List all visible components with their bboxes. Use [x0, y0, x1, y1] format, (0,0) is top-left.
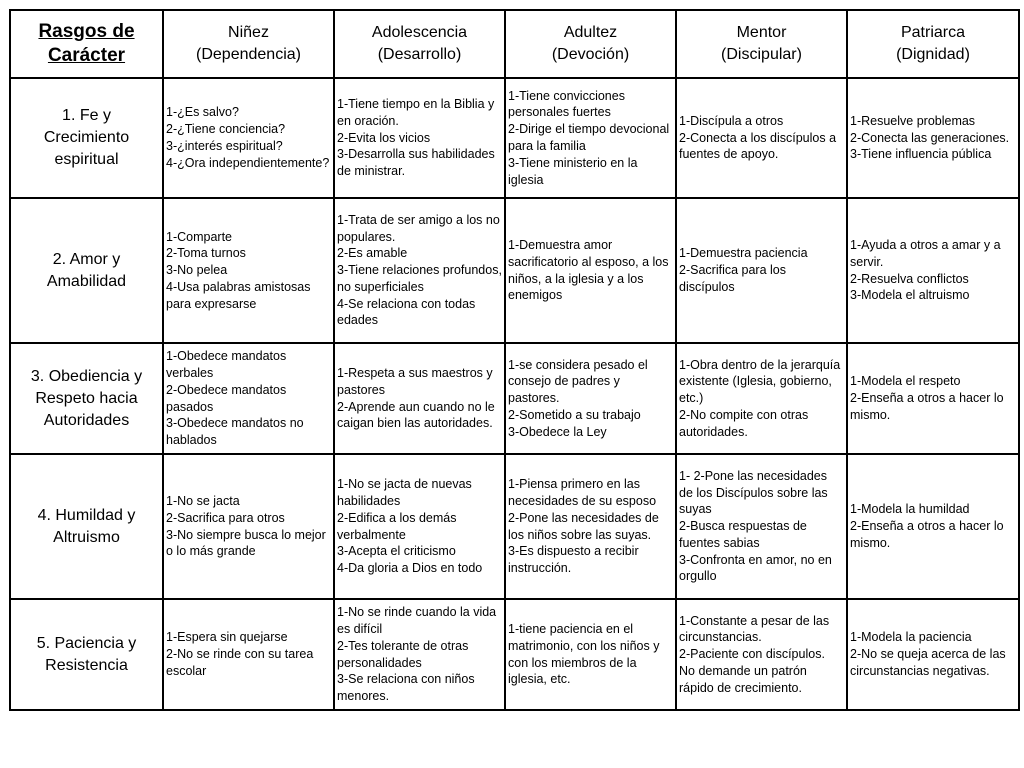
- cell-item: 1-No se rinde cuando la vida es difícil: [337, 605, 497, 636]
- cell-item: 2-Obedece mandatos pasados: [166, 382, 287, 414]
- column-header-ninez: [163, 10, 334, 78]
- column-header-title: Adolescencia: [371, 24, 468, 41]
- column-header-subtitle: (Devoción): [551, 46, 630, 63]
- cell-item: 1-No se jacta: [166, 493, 240, 508]
- cell-item: 3-Se relaciona con niños menores.: [337, 672, 475, 704]
- cell-item: 2-Enseña a otros a hacer lo mismo.: [850, 391, 1004, 422]
- cell-item: 3-Confronta en amor, no en orgullo: [679, 552, 832, 584]
- cell-item: 3-Desarrolla sus habilidades de ministrar.: [337, 147, 495, 179]
- cell-item: 1-Constante a pesar de las circunstancias.: [679, 613, 830, 645]
- table-cell: [676, 454, 847, 599]
- trait-row-humildad: [10, 454, 1019, 599]
- cell-item: 2-Conecta a los discípulos a fuentes de apoyo.: [679, 130, 837, 162]
- cell-item: 2-Sometido a su trabajo: [508, 407, 641, 422]
- row-header-line: Altruismo: [53, 528, 120, 546]
- cell-item: 2-Sacrifica para otros: [166, 510, 285, 525]
- cell-item: 3-Tiene influencia pública: [850, 147, 992, 162]
- cell-item: 2-Paciente con discípulos. No demande un patrón rápido de crecimiento.: [679, 647, 825, 695]
- column-header-subtitle: (Desarrollo): [377, 46, 462, 63]
- table-cell: [505, 78, 676, 198]
- row-header-line: 4. Humildad y: [37, 506, 136, 524]
- corner-header-line: Rasgos de: [38, 21, 135, 42]
- cell-item: 1-Comparte: [166, 229, 232, 244]
- cell-item: 3-Es dispuesto a recibir instrucción.: [508, 544, 639, 576]
- row-header: [10, 343, 163, 454]
- cell-item: 2-Toma turnos: [166, 246, 246, 261]
- cell-item: 4-Se relaciona con todas edades: [337, 296, 476, 328]
- trait-row-fe: [10, 78, 1019, 198]
- trait-row-amor: [10, 198, 1019, 343]
- trait-row-paciencia: [10, 599, 1019, 710]
- table-cell: [847, 78, 1019, 198]
- cell-item: 1-Obedece mandatos verbales: [166, 349, 287, 380]
- cell-item: 3-Acepta el criticismo: [337, 544, 456, 559]
- cell-item: 1-tiene paciencia en el matrimonio, con los niños y con los miembros de la iglesia, etc.: [508, 621, 660, 687]
- row-header-line: Amabilidad: [46, 272, 127, 290]
- cell-item: 1-Espera sin quejarse: [166, 630, 288, 645]
- table-cell: [334, 343, 505, 454]
- table-cell: [505, 599, 676, 710]
- cell-item: 1-Modela la paciencia: [850, 630, 972, 645]
- cell-item: 2-Aprende aun cuando no le caigan bien las autoridades.: [337, 399, 495, 431]
- row-header-line: Crecimiento: [43, 129, 130, 146]
- table-cell: [163, 198, 334, 343]
- cell-item: 4-Da gloria a Dios en todo: [337, 561, 483, 576]
- cell-item: 2-No se rinde con su tarea escolar: [166, 647, 314, 678]
- cell-item: 1-Respeta a sus maestros y pastores: [337, 365, 493, 397]
- table-cell: [847, 599, 1019, 710]
- table-cell: [163, 78, 334, 198]
- column-header-subtitle: (Dependencia): [196, 46, 301, 63]
- column-header-patriarca: [847, 10, 1019, 78]
- cell-item: 2-¿Tiene conciencia?: [166, 122, 286, 137]
- cell-item: 3-Obedece la Ley: [508, 424, 607, 439]
- cell-item: 2-Tes tolerante de otras personalidades: [337, 638, 469, 670]
- cell-item: 4-Usa palabras amistosas para expresarse: [166, 279, 311, 311]
- cell-item: 1- 2-Pone las necesidades de los Discípulos sobre las suyas: [679, 468, 828, 517]
- cell-item: 1-Demuestra paciencia: [679, 246, 808, 261]
- column-header-adolescencia: [334, 10, 505, 78]
- table-cell: [505, 343, 676, 454]
- row-header: [10, 599, 163, 710]
- row-header-line: 5. Paciencia y: [36, 634, 137, 652]
- column-header-subtitle: (Discipular): [721, 46, 802, 63]
- cell-item: 1-Ayuda a otros a amar y a servir.: [850, 237, 1001, 269]
- row-header: [10, 454, 163, 599]
- cell-item: 1-Trata de ser amigo a los no populares.: [337, 212, 500, 244]
- trait-row-obediencia: [10, 343, 1019, 454]
- cell-item: 4-¿Ora independientemente?: [166, 155, 330, 170]
- cell-item: 1-Tiene convicciones personales fuertes: [508, 88, 625, 120]
- table-cell: [676, 198, 847, 343]
- column-header-adultez: [505, 10, 676, 78]
- column-header-subtitle: (Dignidad): [896, 46, 970, 63]
- cell-item: 1-Discípula a otros: [679, 113, 784, 128]
- table-cell: [505, 454, 676, 599]
- column-header-title: Niñez: [228, 24, 269, 41]
- table-cell: [847, 343, 1019, 454]
- cell-item: 2-Conecta las generaciones.: [850, 130, 1010, 145]
- cell-item: 3-Tiene relaciones profundos, no superficiales: [337, 263, 502, 294]
- cell-item: 3-Modela el altruismo: [850, 288, 970, 303]
- row-header-line: 2. Amor y: [52, 250, 121, 268]
- table-cell: [163, 454, 334, 599]
- table-cell: [847, 454, 1019, 599]
- corner-header-line: Carácter: [47, 45, 126, 66]
- cell-item: 3-Tiene ministerio en la iglesia: [508, 155, 638, 187]
- cell-item: 3-No pelea: [166, 263, 228, 278]
- character-traits-table: [9, 9, 1020, 711]
- table-cell: [334, 78, 505, 198]
- row-header-line: Autoridades: [43, 411, 130, 429]
- table-cell: [505, 198, 676, 343]
- cell-item: 3-Obedece mandatos no hablados: [166, 416, 304, 448]
- cell-item: 2-Es amable: [337, 246, 408, 261]
- cell-item: 2-Edifica a los demás verbalmente: [337, 510, 457, 542]
- cell-item: 2-Evita los vicios: [337, 130, 431, 145]
- cell-item: 1-Demuestra amor sacrificatorio al esposo, a los niños, a la iglesia y a los enemigos: [508, 237, 669, 303]
- header-row: [10, 10, 1019, 78]
- table-cell: [676, 78, 847, 198]
- cell-item: 2-Pone las necesidades de los niños sobre las suyas.: [508, 510, 659, 542]
- row-header-line: espiritual: [54, 151, 119, 168]
- cell-item: 2-Dirige el tiempo devocional para la familia: [508, 122, 670, 153]
- table-cell: [334, 599, 505, 710]
- cell-item: 1-Resuelve problemas: [850, 113, 976, 128]
- cell-item: 1-Obra dentro de la jerarquía existente (Iglesia, gobierno, etc.): [679, 357, 841, 406]
- table-cell: [676, 599, 847, 710]
- cell-item: 1-se considera pesado el consejo de padres y pastores.: [508, 357, 648, 406]
- table-cell: [334, 454, 505, 599]
- column-header-title: Patriarca: [900, 24, 966, 41]
- row-header-line: Resistencia: [45, 656, 128, 674]
- table-cell: [334, 198, 505, 343]
- table-cell: [847, 198, 1019, 343]
- cell-item: 1-¿Es salvo?: [166, 105, 239, 120]
- cell-item: 3-No siempre busca lo mejor o lo más grande: [166, 527, 326, 559]
- row-header-line: 1. Fe y: [62, 107, 111, 124]
- cell-item: 1-Tiene tiempo en la Biblia y en oración.: [337, 97, 495, 128]
- cell-item: 2-No se queja acerca de las circunstancias negativas.: [850, 647, 1006, 678]
- row-header-line: Respeto hacia: [35, 389, 138, 407]
- cell-item: 2-Resuelva conflictos: [850, 271, 969, 286]
- cell-item: 3-¿interés espiritual?: [166, 139, 283, 153]
- cell-item: 1-Modela la humildad: [850, 502, 970, 517]
- column-header-mentor: [676, 10, 847, 78]
- table-cell: [163, 599, 334, 710]
- column-header-title: Mentor: [736, 24, 787, 41]
- column-header-title: Adultez: [563, 24, 618, 41]
- cell-item: 1-Modela el respeto: [850, 374, 961, 389]
- cell-item: 2-Sacrifica para los discípulos: [679, 263, 786, 294]
- row-header: [10, 78, 163, 198]
- cell-item: 1-Piensa primero en las necesidades de su esposo: [508, 477, 657, 508]
- table-cell: [676, 343, 847, 454]
- cell-item: 2-No compite con otras autoridades.: [679, 407, 809, 439]
- table-cell: [163, 343, 334, 454]
- corner-header: [10, 10, 163, 78]
- row-header: [10, 198, 163, 343]
- cell-item: 2-Enseña a otros a hacer lo mismo.: [850, 519, 1004, 550]
- row-header-line: 3. Obediencia y: [30, 367, 143, 385]
- cell-item: 1-No se jacta de nuevas habilidades: [337, 477, 472, 508]
- cell-item: 2-Busca respuestas de fuentes sabias: [679, 519, 807, 550]
